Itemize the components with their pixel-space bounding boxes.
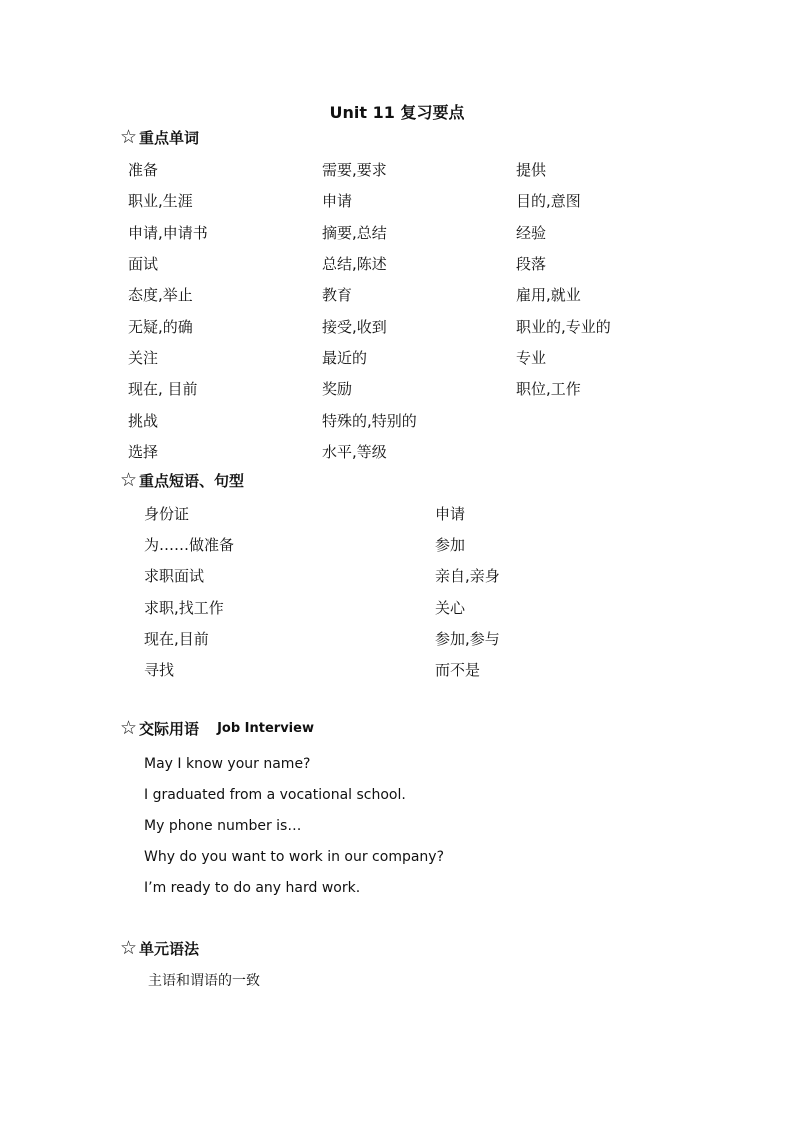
- vocab-item: 雇用,就业: [516, 286, 581, 305]
- section-phrases-heading: [120, 470, 244, 491]
- phrase-item: 寻找: [144, 661, 175, 680]
- vocab-item: 面试: [128, 255, 159, 274]
- section-vocab-heading: [120, 127, 199, 148]
- vocab-row: [128, 342, 710, 373]
- vocab-item: 职业的,专业的: [516, 317, 611, 336]
- section-grammar-heading: [120, 938, 199, 959]
- vocab-item: 特殊的,特别的: [322, 411, 417, 430]
- vocab-item: 专业: [516, 348, 547, 367]
- vocab-item: 最近的: [322, 348, 368, 367]
- section-dialog-heading: [120, 718, 314, 739]
- section-label: 重点单词: [139, 129, 200, 147]
- phrase-row: [144, 560, 726, 591]
- vocab-item: 经验: [516, 223, 547, 242]
- dialog-line: My phone number is…: [144, 817, 302, 834]
- phrase-row: [144, 654, 726, 685]
- vocab-item: 现在, 目前: [128, 380, 198, 399]
- dialog-line: Why do you want to work in our company?: [144, 849, 445, 866]
- vocab-row: [128, 279, 710, 310]
- vocab-item: 提供: [516, 161, 547, 180]
- vocab-item: 接受,收到: [322, 317, 387, 336]
- phrase-row: [144, 498, 726, 529]
- star-outline-icon: ☆: [120, 937, 138, 959]
- vocab-item: 准备: [128, 161, 159, 180]
- dialog-line: I’m ready to do any hard work.: [144, 880, 361, 897]
- phrase-item: 参加: [435, 536, 466, 555]
- phrase-item: 参加,参与: [435, 629, 500, 648]
- section-label: 交际用语: [139, 720, 200, 738]
- section-sublabel: Job Interview: [217, 721, 314, 736]
- phrase-item: 求职,找工作: [144, 598, 224, 617]
- vocab-item: 目的,意图: [516, 192, 581, 211]
- vocab-row: [128, 185, 710, 216]
- phrase-item: 求职面试: [144, 567, 205, 586]
- phrase-row: [144, 592, 726, 623]
- vocab-item: 关注: [128, 348, 159, 367]
- phrase-item: 亲自,亲身: [435, 567, 500, 586]
- vocab-item: 总结,陈述: [322, 255, 387, 274]
- dialog-line: I graduated from a vocational school.: [144, 786, 406, 803]
- vocab-grid: [128, 154, 710, 467]
- dialog-line: May I know your name?: [144, 755, 311, 772]
- vocab-item: 教育: [322, 286, 353, 305]
- vocab-item: 摘要,总结: [322, 223, 387, 242]
- vocab-item: 态度,举止: [128, 286, 193, 305]
- vocab-item: 奖励: [322, 380, 353, 399]
- phrase-item: 身份证: [144, 505, 190, 524]
- phrase-item: 申请: [435, 505, 466, 524]
- section-label: 重点短语、句型: [139, 472, 245, 490]
- vocab-item: 需要,要求: [322, 161, 387, 180]
- vocab-row: [128, 373, 710, 404]
- phrase-item: 现在,目前: [144, 629, 209, 648]
- phrases-grid: [144, 498, 726, 685]
- section-label: 单元语法: [139, 940, 200, 958]
- vocab-item: 水平,等级: [322, 442, 387, 461]
- grammar-text: 主语和谓语的一致: [148, 973, 260, 989]
- vocab-row: [128, 404, 710, 435]
- dialog-list: [144, 748, 444, 904]
- vocab-row: [128, 217, 710, 248]
- vocab-item: 选择: [128, 442, 159, 461]
- star-outline-icon: ☆: [120, 126, 138, 148]
- vocab-item: 无疑,的确: [128, 317, 193, 336]
- vocab-row: [128, 248, 710, 279]
- vocab-item: 职业,生涯: [128, 192, 193, 211]
- page-title: Unit 11 复习要点: [329, 103, 465, 122]
- star-outline-icon: ☆: [120, 469, 138, 491]
- phrase-item: 关心: [435, 598, 466, 617]
- vocab-item: 挑战: [128, 411, 159, 430]
- vocab-row: [128, 154, 710, 185]
- vocab-item: 段落: [516, 255, 547, 274]
- vocab-item: 职位,工作: [516, 380, 581, 399]
- vocab-row: [128, 436, 710, 467]
- star-outline-icon: ☆: [120, 717, 138, 739]
- vocab-item: 申请: [322, 192, 353, 211]
- vocab-row: [128, 310, 710, 341]
- phrase-item: 为……做准备: [144, 536, 235, 555]
- phrase-row: [144, 623, 726, 654]
- phrase-row: [144, 529, 726, 560]
- vocab-item: 申请,申请书: [128, 223, 208, 242]
- phrase-item: 而不是: [435, 661, 481, 680]
